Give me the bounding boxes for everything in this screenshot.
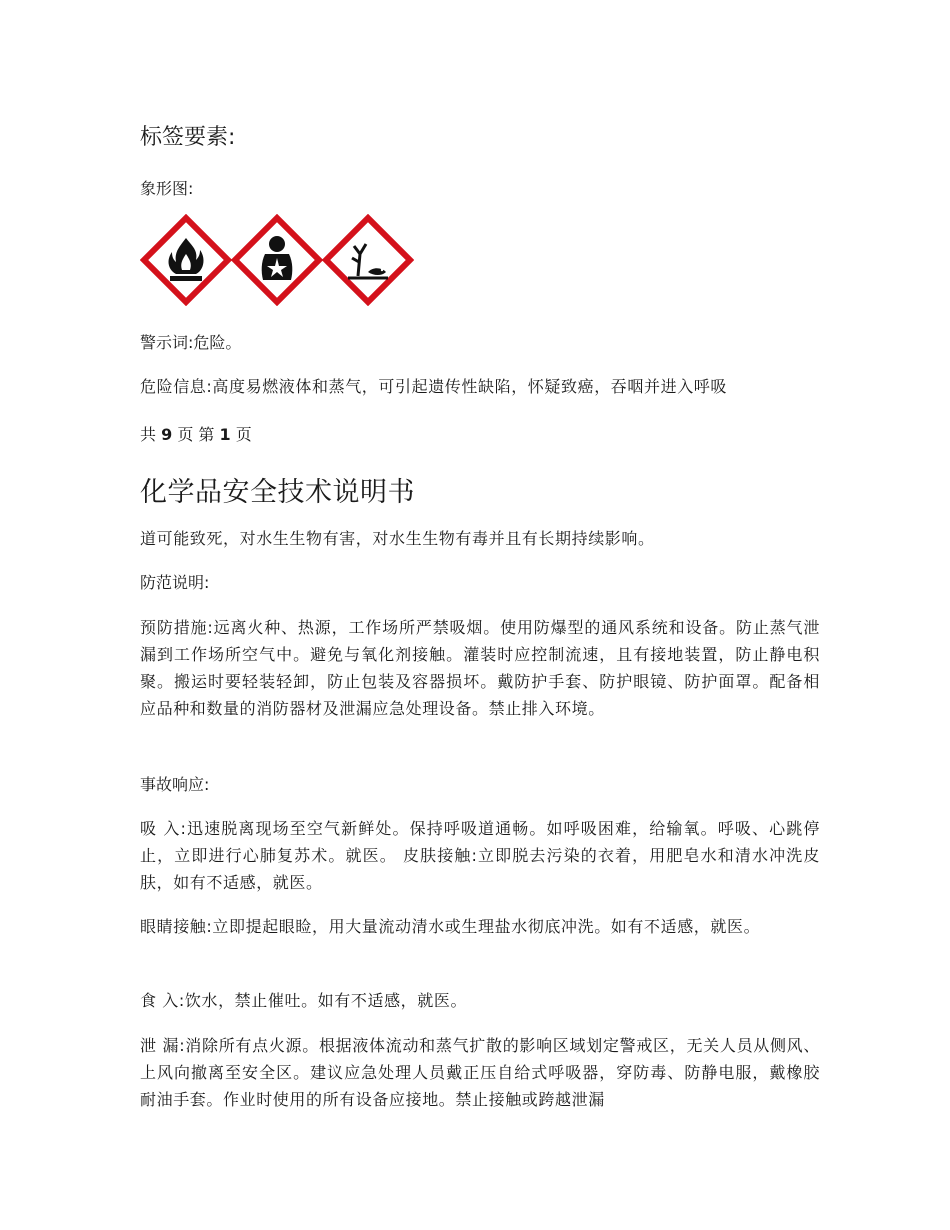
pager-current: 1 (219, 425, 231, 444)
spill-paragraph: 泄 漏:消除所有点火源。根据液体流动和蒸气扩散的影响区域划定警戒区，无关人员从侧风、上风向撤离至安全区。建议应急处理人员戴正压自给式呼吸器，穿防毒、防静电服，戴橡胶耐油手套。作业时使用的所有设备应接地。禁止接触或跨越泄漏 (140, 1036, 820, 1109)
response-label: 事故响应: (140, 775, 210, 794)
document-title: 化学品安全技术说明书 (140, 477, 415, 508)
prevention-paragraph: 预防措施:远离火种、热源，工作场所严禁吸烟。使用防爆型的通风系统和设备。防止蒸气泄漏到工作场所空气中。避免与氧化剂接触。灌装时应控制流速，且有接地装置，防止静电积聚。搬运时要轻装轻卸，防止包装及容器损坏。戴防护手套、防护眼镜、防护面罩。配备相应品种和数量的消防器材及泄漏应急处理设备。禁止排入环境。 (140, 618, 820, 718)
environment-icon (322, 214, 414, 306)
hazard-info-continued: 道可能致死，对水生生物有害，对水生生物有毒并且有长期持续影响。 (140, 529, 655, 548)
pictograms-label: 象形图: (140, 179, 194, 198)
flame-icon (140, 214, 232, 306)
pager-total: 9 (161, 425, 173, 444)
section-heading: 标签要素: (140, 125, 236, 150)
pager-suffix: 页 (235, 425, 252, 444)
eye-contact-paragraph: 眼睛接触:立即提起眼睑，用大量流动清水或生理盐水彻底冲洗。如有不适感，就医。 (140, 917, 761, 936)
precaution-label: 防范说明: (140, 573, 210, 592)
ingestion-paragraph: 食 入:饮水，禁止催吐。如有不适感，就医。 (140, 991, 468, 1010)
health-hazard-icon (231, 214, 323, 306)
pager-prefix: 共 (140, 425, 157, 444)
signal-word: 警示词:危险。 (140, 333, 242, 352)
inhalation-paragraph: 吸 入:迅速脱离现场至空气新鲜处。保持呼吸道通畅。如呼吸困难，给输氧。呼吸、心跳停止，立即进行心肺复苏术。就医。 皮肤接触:立即脱去污染的衣着，用肥皂水和清水冲洗皮肤，如有不适感，就医。 (140, 819, 820, 892)
hazard-info: 危险信息:高度易燃液体和蒸气，可引起遗传性缺陷，怀疑致癌，吞咽并进入呼吸 (140, 377, 727, 396)
pager-mid: 页 第 (177, 425, 215, 444)
page-counter (140, 422, 252, 445)
